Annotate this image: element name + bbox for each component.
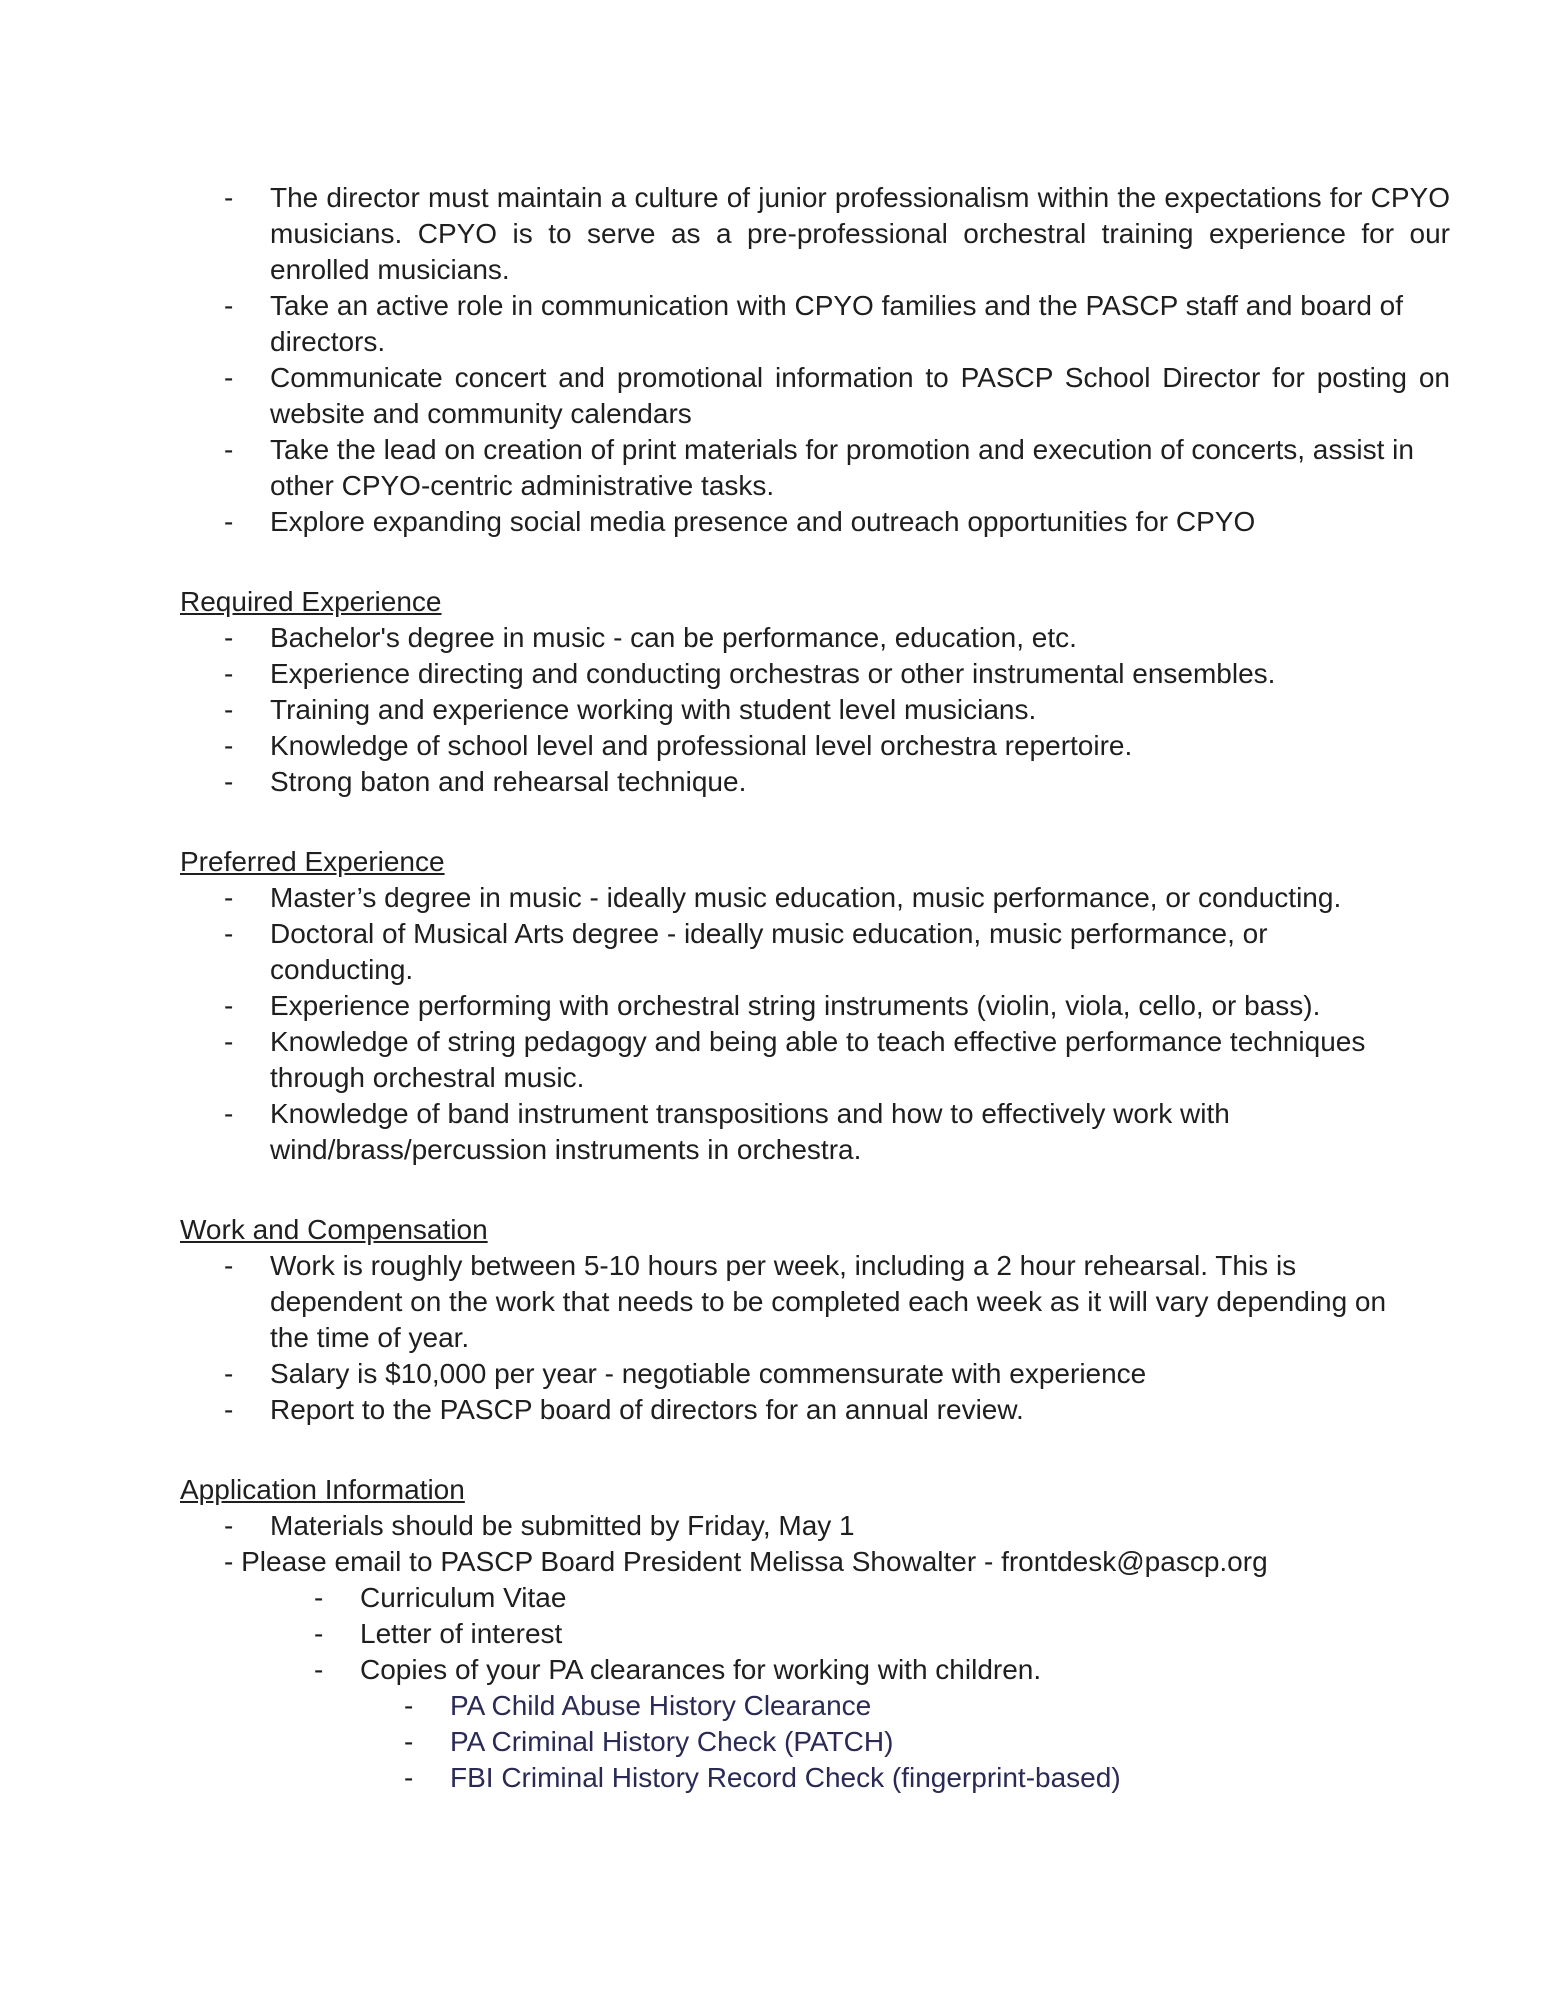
list-item-text: Experience directing and conducting orchestras or other instrumental ensembles.: [270, 658, 1276, 689]
document-content: [180, 180, 1450, 1796]
list-item: [180, 728, 1390, 764]
list-item-text: Knowledge of band instrument transpositions and how to effectively work with wind/brass/percussion instruments in orchestra.: [270, 1098, 1230, 1165]
list-item: [180, 1580, 1390, 1616]
list-item: [180, 880, 1390, 916]
preferred-experience-heading: Preferred Experience: [180, 846, 445, 877]
bullet-dash: -: [224, 694, 234, 725]
list-item: [180, 1248, 1420, 1356]
bullet-dash: -: [224, 766, 234, 797]
list-item-text: PA Criminal History Check (PATCH): [450, 1726, 894, 1757]
list-item-text: Curriculum Vitae: [360, 1582, 567, 1613]
deadline-text: Materials should be submitted by Friday, May 1: [270, 1510, 855, 1541]
list-item-text: Letter of interest: [360, 1618, 563, 1649]
list-item: [180, 1392, 1390, 1428]
bullet-dash: -: [224, 622, 234, 653]
bullet-dash: -: [314, 1618, 324, 1649]
list-item-text: Take an active role in communication with CPYO families and the PASCP staff and board of directors.: [270, 290, 1404, 357]
list-item-text: Bachelor's degree in music - can be performance, education, etc.: [270, 622, 1077, 653]
bullet-dash: -: [224, 1250, 234, 1281]
list-item-text: Copies of your PA clearances for working with children.: [360, 1654, 1042, 1685]
list-item: [180, 1688, 1390, 1724]
list-item: [180, 288, 1410, 360]
list-item-text: Training and experience working with student level musicians.: [270, 694, 1037, 725]
bullet-dash: -: [224, 1026, 234, 1057]
bullet-dash: -: [224, 990, 234, 1021]
list-item: [180, 180, 1450, 288]
list-item: [180, 1024, 1450, 1096]
responsibilities-list: [180, 180, 1450, 540]
list-item-text: Communicate concert and promotional information to PASCP School Director for posting on website and community calendars: [270, 362, 1450, 429]
bullet-dash: -: [224, 730, 234, 761]
list-item: [180, 1508, 1390, 1544]
list-item: [180, 1724, 1390, 1760]
list-item: [180, 360, 1450, 432]
list-item-text: Explore expanding social media presence and outreach opportunities for CPYO: [270, 506, 1256, 537]
list-item-text: Doctoral of Musical Arts degree - ideally music education, music performance, or conducting.: [270, 918, 1268, 985]
list-item-text: Take the lead on creation of print materials for promotion and execution of concerts, assist in other CPYO-centric administrative tasks.: [270, 434, 1414, 501]
bullet-dash: -: [404, 1726, 414, 1757]
list-item: [180, 916, 1350, 988]
list-item: [180, 1544, 1390, 1580]
bullet-dash: -: [224, 882, 234, 913]
list-item: [180, 656, 1390, 692]
list-item: [180, 1760, 1390, 1796]
bullet-dash: -: [314, 1654, 324, 1685]
list-item-text: Report to the PASCP board of directors for an annual review.: [270, 1394, 1024, 1425]
application-information-heading: Application Information: [180, 1474, 465, 1505]
list-item: [180, 1096, 1330, 1168]
list-item: [180, 620, 1390, 656]
bullet-dash: -: [224, 1394, 234, 1425]
list-item: [180, 692, 1390, 728]
list-item: [180, 1652, 1390, 1688]
list-item-text: The director must maintain a culture of junior professionalism within the expectations for CPYO musicians. CPYO is to serve as a pre-professional orchestral training experience for our enrolled musicians.: [270, 182, 1450, 285]
bullet-dash: -: [224, 1510, 234, 1541]
list-item-text: Knowledge of string pedagogy and being able to teach effective performance techniques through orchestral music.: [270, 1026, 1366, 1093]
bullet-dash: -: [224, 918, 234, 949]
bullet-dash: -: [224, 1358, 234, 1389]
list-item-text: FBI Criminal History Record Check (fingerprint-based): [450, 1762, 1121, 1793]
required-experience-list: [180, 620, 1390, 800]
list-item-text: Strong baton and rehearsal technique.: [270, 766, 747, 797]
list-item-text: Work is roughly between 5-10 hours per week, including a 2 hour rehearsal. This is dependent on the work that needs to be completed each week as it will vary depending on the time of year.: [270, 1250, 1387, 1353]
list-item: [180, 1356, 1390, 1392]
list-item: [180, 988, 1390, 1024]
list-item-text: Master’s degree in music - ideally music education, music performance, or conducting.: [270, 882, 1342, 913]
email-instruction-text: - Please email to PASCP Board President Melissa Showalter - frontdesk@pascp.org: [224, 1546, 1268, 1577]
bullet-dash: -: [224, 434, 234, 465]
bullet-dash: -: [404, 1690, 414, 1721]
list-item-text: Experience performing with orchestral string instruments (violin, viola, cello, or bass).: [270, 990, 1321, 1021]
bullet-dash: -: [224, 182, 234, 213]
bullet-dash: -: [224, 362, 234, 393]
work-compensation-list: [180, 1248, 1390, 1428]
bullet-dash: -: [224, 506, 234, 537]
list-item: [180, 1616, 1390, 1652]
bullet-dash: -: [224, 290, 234, 321]
application-information-list: [180, 1508, 1390, 1796]
bullet-dash: -: [224, 1098, 234, 1129]
required-experience-heading: Required Experience: [180, 586, 442, 617]
list-item: [180, 504, 1390, 540]
bullet-dash: -: [224, 658, 234, 689]
list-item-text: PA Child Abuse History Clearance: [450, 1690, 872, 1721]
preferred-experience-list: [180, 880, 1390, 1168]
bullet-dash: -: [314, 1582, 324, 1613]
list-item-text: Salary is $10,000 per year - negotiable commensurate with experience: [270, 1358, 1147, 1389]
bullet-dash: -: [404, 1762, 414, 1793]
work-compensation-heading: Work and Compensation: [180, 1214, 488, 1245]
list-item: [180, 764, 1390, 800]
list-item-text: Knowledge of school level and professional level orchestra repertoire.: [270, 730, 1133, 761]
list-item: [180, 432, 1420, 504]
